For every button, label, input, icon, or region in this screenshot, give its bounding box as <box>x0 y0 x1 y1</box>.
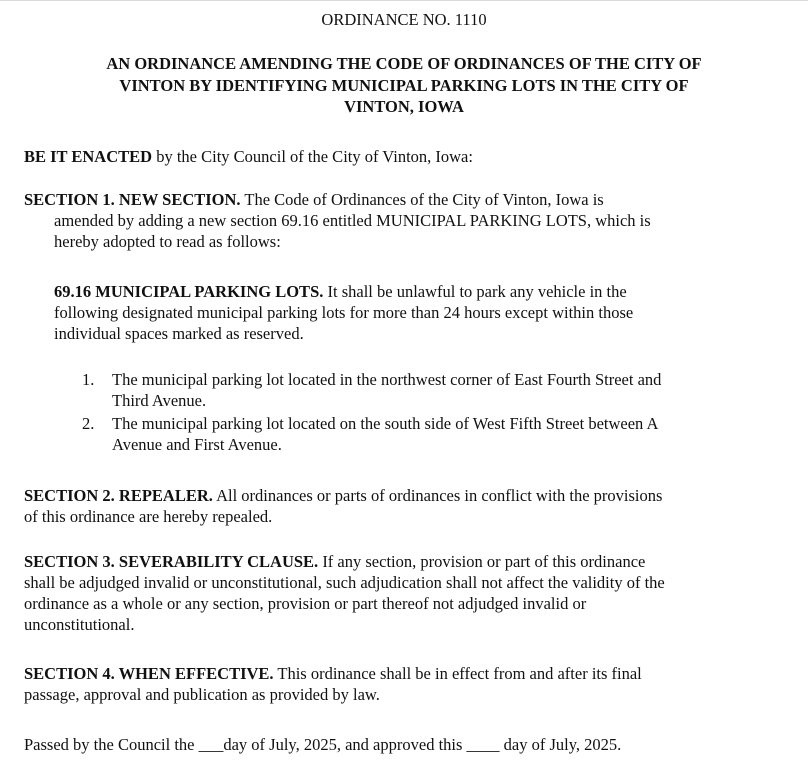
section-4-line-2: passage, approval and publication as provided by law. <box>24 685 380 704</box>
section-1-line-1: The Code of Ordinances of the City of Vinton, Iowa is <box>240 190 604 209</box>
section-69-16-line-3: individual spaces marked as reserved. <box>54 324 304 343</box>
section-3-line-1: If any section, provision or part of this ordinance <box>318 552 646 571</box>
section-2 <box>24 485 784 527</box>
section-69-16-line-1: It shall be unlawful to park any vehicle in the <box>323 282 627 301</box>
section-1 <box>24 189 784 252</box>
section-4-line-1: This ordinance shall be in effect from and after its final <box>273 664 642 683</box>
section-4-heading: SECTION 4. WHEN EFFECTIVE. <box>24 664 274 683</box>
title-line-3: VINTON, IOWA <box>344 97 464 116</box>
parking-lot-list <box>82 369 782 457</box>
section-1-line-3: hereby adopted to read as follows: <box>54 232 281 251</box>
ordinance-title <box>40 53 768 118</box>
section-69-16-heading: 69.16 MUNICIPAL PARKING LOTS. <box>54 282 324 301</box>
section-3-heading: SECTION 3. SEVERABILITY CLAUSE. <box>24 552 319 571</box>
list-item-line-1: The municipal parking lot located on the south side of West Fifth Street between A <box>112 414 659 433</box>
section-2-line-2: of this ordinance are hereby repealed. <box>24 507 273 526</box>
section-69-16-line-2: following designated municipal parking lots for more than 24 hours except within those <box>54 303 634 322</box>
section-3-line-2: shall be adjudged invalid or unconstitutional, such adjudication shall not affect the validity of the <box>24 573 665 592</box>
section-1-line-2: amended by adding a new section 69.16 entitled MUNICIPAL PARKING LOTS, which is <box>54 211 651 230</box>
list-item-number: 2. <box>82 414 95 433</box>
enacting-clause-label: BE IT ENACTED <box>24 147 153 166</box>
list-item-line-2: Third Avenue. <box>112 391 207 410</box>
section-1-heading: SECTION 1. NEW SECTION. <box>24 190 241 209</box>
section-2-heading: SECTION 2. REPEALER. <box>24 486 213 505</box>
ordinance-number: ORDINANCE NO. 1110 <box>321 10 487 29</box>
title-line-1: AN ORDINANCE AMENDING THE CODE OF ORDINANCES OF THE CITY OF <box>106 54 702 73</box>
title-line-2: VINTON BY IDENTIFYING MUNICIPAL PARKING LOTS IN THE CITY OF <box>119 75 689 95</box>
section-2-line-1: All ordinances or parts of ordinances in conflict with the provisions <box>212 486 663 505</box>
enacting-clause-text: by the City Council of the City of Vinton, Iowa: <box>152 147 473 166</box>
list-item-number: 1. <box>82 370 95 389</box>
list-item <box>82 413 782 455</box>
enacting-clause <box>24 146 784 167</box>
section-3-line-3: ordinance as a whole or any section, provision or part thereof not adjudged invalid or <box>24 594 587 613</box>
passage-line: Passed by the Council the ___day of July, 2025, and approved this ____ day of July, 2025. <box>24 735 622 754</box>
list-item-line-2: Avenue and First Avenue. <box>112 435 282 454</box>
list-item <box>82 369 782 411</box>
section-4 <box>24 663 784 705</box>
list-item-line-1: The municipal parking lot located in the northwest corner of East Fourth Street and <box>112 370 662 389</box>
section-3 <box>24 551 784 635</box>
section-3-line-4: unconstitutional. <box>24 615 135 634</box>
section-69-16 <box>54 281 774 344</box>
